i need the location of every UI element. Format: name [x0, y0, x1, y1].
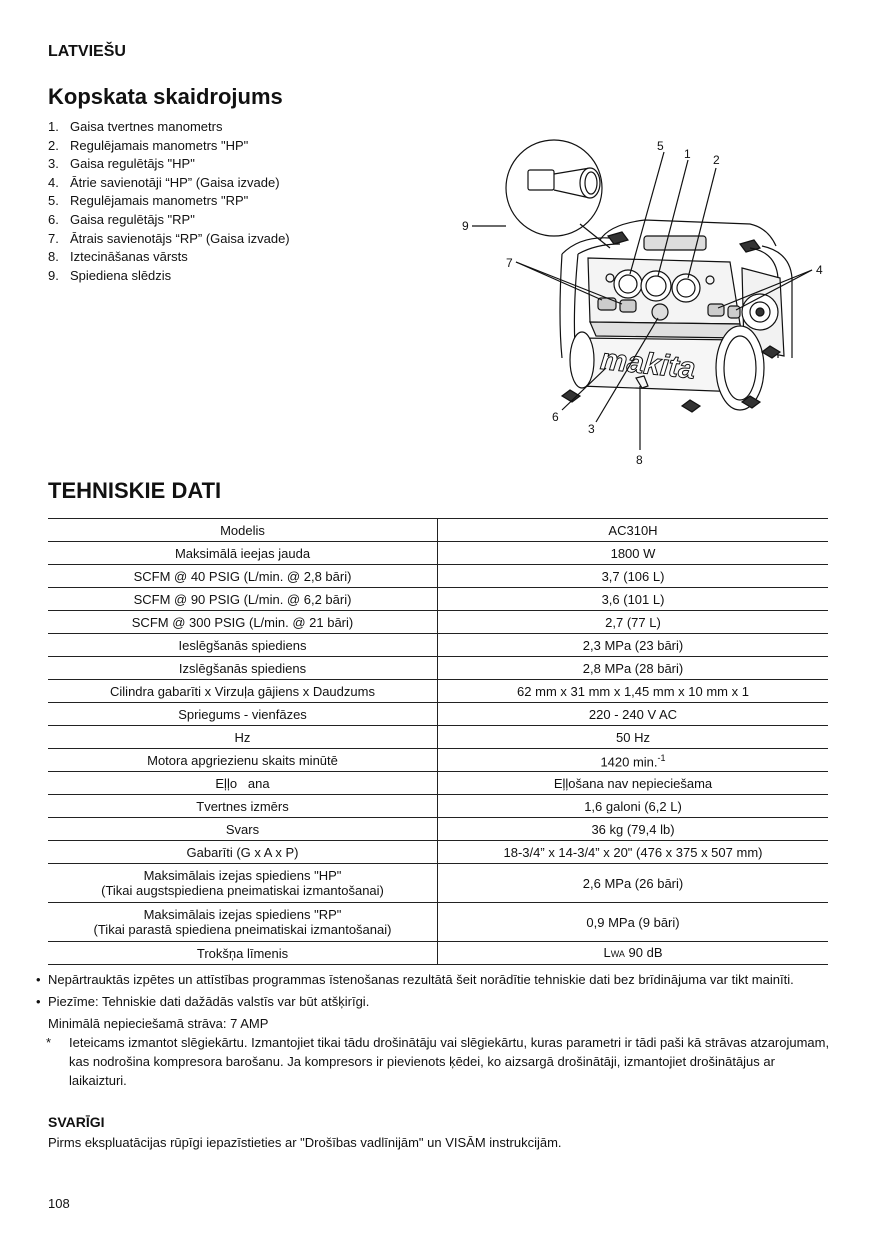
table-row: Spriegums - vienfāzes 220 - 240 V AC: [48, 703, 828, 726]
callout-label: 3: [588, 422, 595, 436]
list-item: 8. Iztecināšanas vārsts: [48, 249, 188, 265]
table-row: Ieslēgšanās spiediens 2,3 MPa (23 bāri): [48, 634, 828, 657]
table-row: Gabarīti (G x A x P) 18-3/4” x 14-3/4” x 20" (476 x 375 x 507 mm): [48, 841, 828, 864]
table-row: Izslēgšanās spiediens 2,8 MPa (28 bāri): [48, 657, 828, 680]
table-row: SCFM @ 40 PSIG (L/min. @ 2,8 bāri) 3,7 (106 L): [48, 565, 828, 588]
important-text: Pirms ekspluatācijas rūpīgi iepazīstieties ar "Drošības vadlīnijām" un VISĀM instrukcijām.: [48, 1135, 562, 1150]
callout-label: 1: [684, 147, 691, 161]
callout-label: 8: [636, 453, 643, 467]
brand-logo-text: makita: [598, 342, 697, 386]
list-item: 1. Gaisa tvertnes manometrs: [48, 119, 223, 134]
callout-label: 9: [462, 219, 469, 233]
note-bullet: • Piezīme: Tehniskie dati dažādās valstīs var būt atšķirīgi.: [33, 992, 833, 1011]
table-row: Maksimālais izejas spiediens "HP" (Tikai augstspiediena pneimatiskai izmantošanai) 2,6 MPa (26 bāri): [48, 864, 828, 903]
list-item: 3. Gaisa regulētājs "HP": [48, 156, 195, 172]
table-row: Hz 50 Hz: [48, 726, 828, 749]
table-row: Maksimālais izejas spiediens "RP" (Tikai parastā spiediena pneimatiskai izmantošanai) 0,9 MPa (9 bāri): [48, 903, 828, 942]
table-row: Tvertnes izmērs 1,6 galoni (6,2 L): [48, 795, 828, 818]
callout-label: 7: [506, 256, 513, 270]
table-row: Maksimālā ieejas jauda 1800 W: [48, 542, 828, 565]
table-row: SCFM @ 90 PSIG (L/min. @ 6,2 bāri) 3,6 (101 L): [48, 588, 828, 611]
list-item: 9. Spiediena slēdzis: [48, 267, 172, 283]
table-row: Cilindra gabarīti x Virzuļa gājiens x Daudzums 62 mm x 31 mm x 1,45 mm x 10 mm x 1: [48, 680, 828, 703]
table-row: Modelis AC310H: [48, 519, 828, 542]
parts-list: [48, 118, 290, 285]
min-current-note: Minimālā nepieciešamā strāva: 7 AMP: [48, 1016, 269, 1031]
tech-data-title: TEHNISKIE DATI: [48, 478, 222, 503]
callout-label: 6: [552, 410, 559, 424]
gauge-hp: [672, 274, 700, 302]
table-row: Svars 36 kg (79,4 lb): [48, 818, 828, 841]
table-row: Motora apgriezienu skaits minūtē 1420 min.$^{-1}$: [48, 749, 828, 772]
callout-label: 2: [713, 153, 720, 167]
page-number: 108: [48, 1196, 70, 1211]
specifications-table: [48, 518, 828, 965]
list-item: 6. Gaisa regulētājs "RP": [48, 211, 195, 227]
list-item: 4. Ātrie savienotāji “HP” (Gaisa izvade): [48, 174, 280, 190]
list-item: 2. Regulējamais manometrs "HP": [48, 137, 249, 153]
callout-label: 4: [816, 263, 823, 277]
note-bullet: • Nepārtrauktās izpētes un attīstības programmas īstenošanas rezultātā šeit norādītie tehniskie dati bez brīdinājuma var tikt mainīti.: [33, 970, 833, 989]
table-row: Eļļo ana Eļļošana nav nepieciešama: [48, 772, 828, 795]
fuse-note: * Ieteicams izmantot slēgiekārtu. Izmantojiet tikai tādu drošinātāju vai slēgiekārtu, kuras parametri ir tādi paši kā strāvas atzarojumam, kas nodrošina kompresora barošanu. Ja kompresors ir pievienots ķēdei, ko aizsargā drošinātāji, izmantojiet drošinātājus ar laikaizturi.: [46, 1035, 830, 1088]
list-item: 5. Regulējamais manometrs "RP": [48, 193, 249, 209]
table-row: SCFM @ 300 PSIG (L/min. @ 21 bāri) 2,7 (77 L): [48, 611, 828, 634]
language-heading: LATVIEŠU: [48, 43, 126, 60]
overview-title: Kopskata skaidrojums: [48, 84, 283, 109]
important-heading: SVARĪGI: [48, 1114, 105, 1130]
compressor-illustration: [450, 128, 840, 468]
callout-label: 5: [657, 139, 664, 153]
notes-section: [33, 970, 833, 1090]
gauge-rp: [614, 270, 642, 298]
table-row: Trokšņa līmenis LWA 90 dB: [48, 942, 828, 965]
list-item: 7. Ātrais savienotājs “RP” (Gaisa izvade): [48, 230, 290, 246]
